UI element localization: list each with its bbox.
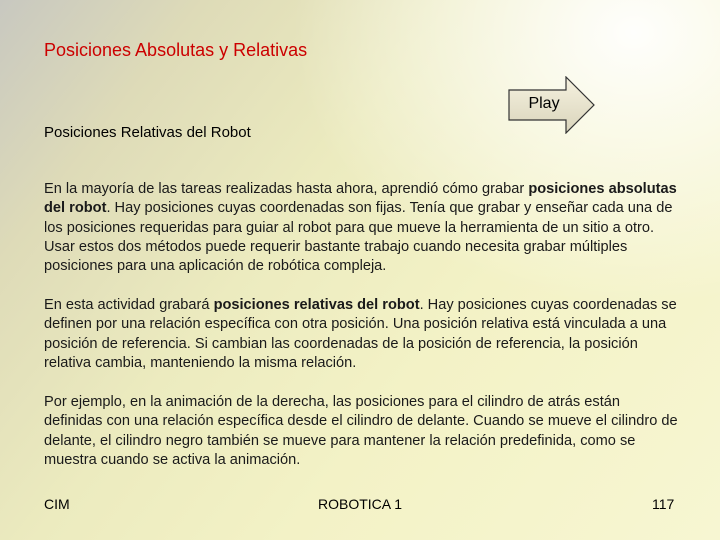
- section-title: Posiciones Relativas del Robot: [44, 124, 251, 141]
- play-label: Play: [528, 95, 560, 112]
- p2-bold-term: posiciones relativas del robot: [213, 297, 420, 313]
- p2-text-after: . Hay posiciones cuyas coordenadas se definen por una relación específica con otra posición. Una posición relativa está vinculada a una posición de referencia. Si cambian las coordenadas de la posición de referencia, la posición relativa cambia, manteniendo la misma relación.: [44, 297, 677, 371]
- p1-text-after: . Hay posiciones cuyas coordenadas son fijas. Tenía que grabar y enseñar cada una de los posiciones requeridas para guiar al robot para que mueve la herramienta de un sitio a otro. Usar estos dos métodos puede requerir bastante trabajo cuando necesita grabar múltiples posiciones para una aplicación de robótica compleja.: [44, 200, 673, 275]
- p2-text-before: En esta actividad grabará: [44, 297, 214, 313]
- footer-left-label: CIM: [44, 496, 70, 512]
- p1-text-before: En la mayoría de las tareas realizadas hasta ahora, aprendió cómo grabar: [44, 181, 529, 197]
- slide-title: Posiciones Absolutas y Relativas: [44, 40, 308, 60]
- paragraph-relative-positions: [44, 296, 680, 373]
- play-button[interactable]: [508, 76, 596, 134]
- page-number: 117: [652, 496, 675, 512]
- paragraph-absolute-positions: [44, 180, 680, 276]
- paragraph-example: Por ejemplo, en la animación de la derecha, las posiciones para el cilindro de atrás están definidas con una relación específica desde el cilindro de delante. Cuando se mueve el cilindro de delante, el cilindro negro también se mueve para mantener la relación predefinida, como se muestra cuando se activa la animación.: [44, 394, 678, 468]
- p1-bold-term: posiciones absolutas del robot: [44, 181, 677, 217]
- footer-center-label: ROBOTICA 1: [318, 496, 403, 512]
